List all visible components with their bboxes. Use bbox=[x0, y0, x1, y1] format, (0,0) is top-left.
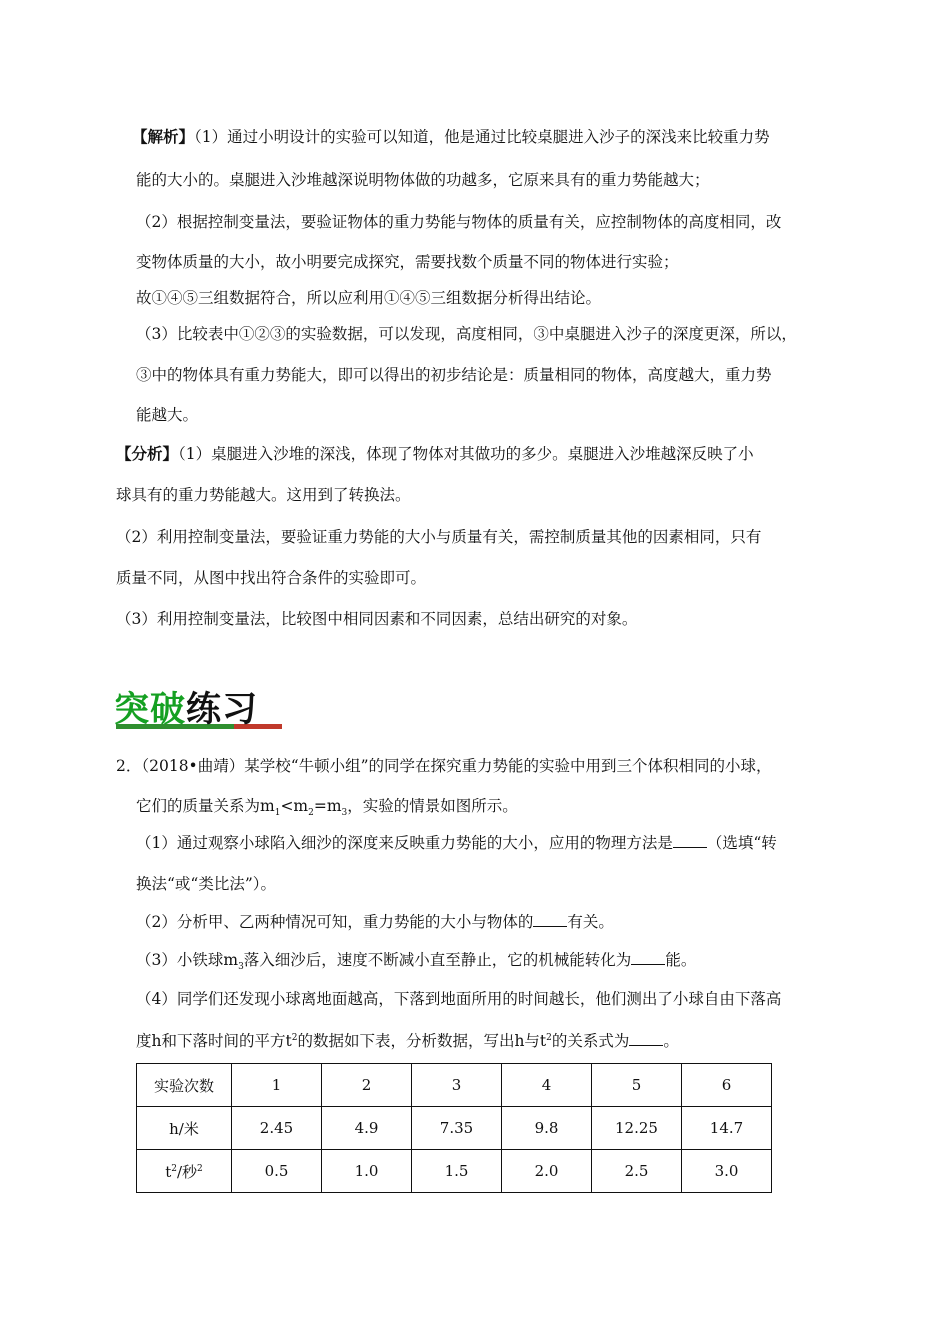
table-cell: 7.35 bbox=[412, 1107, 502, 1150]
data-table bbox=[136, 1063, 772, 1193]
q2-p4b: 度h和下落时间的平方t bbox=[136, 1032, 292, 1051]
q2-p4e: 。 bbox=[663, 1032, 679, 1051]
q2-part4-line-2 bbox=[136, 1028, 679, 1051]
table-row bbox=[137, 1064, 772, 1107]
q2-p1b: （选填“转 bbox=[706, 834, 777, 852]
table-cell: 12.25 bbox=[592, 1107, 682, 1150]
table-cell: 3 bbox=[412, 1064, 502, 1107]
analysis-line-7: ③中的物体具有重力势能大，即可以得出的初步结论是：质量相同的物体，高度越大，重力势 bbox=[136, 366, 772, 384]
q2-line-2 bbox=[136, 796, 518, 823]
q2-p2b: 有关。 bbox=[567, 913, 614, 931]
q2-l2d: ，实验的情景如图所示。 bbox=[347, 797, 518, 815]
q2-l2c: =m bbox=[313, 797, 342, 815]
analysis-line-4: 变物体质量的大小，故小明要完成探究，需要找数个质量不同的物体进行实验； bbox=[136, 253, 679, 271]
t-sup: 2 bbox=[171, 1163, 177, 1174]
q2-p4sup2: 2 bbox=[546, 1033, 552, 1043]
t-label: t bbox=[165, 1162, 172, 1181]
q2-part2 bbox=[136, 912, 614, 932]
table-cell bbox=[137, 1150, 232, 1193]
table-cell: 1.0 bbox=[322, 1150, 412, 1193]
table-cell: 9.8 bbox=[502, 1107, 592, 1150]
fenxi-line-5: （3）利用控制变量法，比较图中相同因素和不同因素，总结出研究的对象。 bbox=[116, 610, 638, 628]
table-cell: 4.9 bbox=[322, 1107, 412, 1150]
answer-blank-3[interactable] bbox=[631, 950, 665, 965]
q2-p4c: 的数据如下表，分析数据，写出h与t bbox=[297, 1032, 547, 1051]
banner-title-part2: 练习 bbox=[186, 690, 259, 730]
analysis-line-6: （3）比较表中①②③的实验数据，可以发现，高度相同，③中桌腿进入沙子的深度更深，所以， bbox=[136, 325, 797, 343]
q2-l2b: <m bbox=[280, 797, 309, 815]
analysis-tag: 【解析】 bbox=[132, 127, 195, 146]
q2-sub1: 1 bbox=[274, 808, 281, 819]
fenxi-line-3: （2）利用控制变量法，要验证重力势能的大小与质量有关，需控制质量其他的因素相同，只有 bbox=[116, 528, 762, 546]
fenxi-line-2: 球具有的重力势能越大。这用到了转换法。 bbox=[116, 486, 411, 504]
analysis-line-3: （2）根据控制变量法，要验证物体的重力势能与物体的质量有关，应控制物体的高度相同，改 bbox=[136, 213, 782, 231]
q2-line-1: 2．（2018•曲靖）某学校“牛顿小组”的同学在探究重力势能的实验中用到三个体积相同的小球， bbox=[116, 757, 772, 775]
table-cell: 4 bbox=[502, 1064, 592, 1107]
table-cell: 2.45 bbox=[232, 1107, 322, 1150]
table-cell: h/米 bbox=[137, 1107, 232, 1150]
section-banner bbox=[114, 690, 284, 730]
banner-title-part1: 突破 bbox=[114, 690, 187, 730]
analysis-line-8: 能越大。 bbox=[136, 406, 199, 424]
analysis-line-5: 故①④⑤三组数据符合，所以应利用①④⑤三组数据分析得出结论。 bbox=[136, 289, 602, 307]
q2-l2a: 它们的质量关系为m bbox=[136, 797, 275, 815]
table-cell: 2.5 bbox=[592, 1150, 682, 1193]
answer-blank-1[interactable] bbox=[673, 833, 707, 848]
q2-part4-line-1: （4）同学们还发现小球离地面越高，下落到地面所用的时间越长，他们测出了小球自由下落高 bbox=[136, 990, 782, 1008]
analysis-line-1 bbox=[132, 127, 770, 147]
fenxi-text-1: （1）桌腿进入沙堆的深浅，体现了物体对其做功的多少。桌腿进入沙堆越深反映了小 bbox=[178, 445, 754, 463]
banner-title bbox=[114, 690, 258, 730]
analysis-text-1: （1）通过小明设计的实验可以知道，他是通过比较桌腿进入沙子的深浅来比较重力势 bbox=[194, 128, 770, 146]
fenxi-line-1 bbox=[116, 444, 754, 464]
answer-blank-2[interactable] bbox=[533, 912, 567, 927]
table-cell: 2.0 bbox=[502, 1150, 592, 1193]
table-cell: 0.5 bbox=[232, 1150, 322, 1193]
q2-p3sub: 3 bbox=[238, 962, 244, 973]
q2-sub3: 3 bbox=[341, 808, 348, 819]
q2-p3b: 落入细沙后，速度不断减小直至静止，它的机械能转化为 bbox=[243, 951, 632, 969]
q2-p4sup: 2 bbox=[291, 1033, 298, 1043]
table-cell: 5 bbox=[592, 1064, 682, 1107]
q2-sub2: 2 bbox=[308, 808, 314, 819]
answer-blank-4[interactable] bbox=[629, 1031, 663, 1046]
table-cell: 1 bbox=[232, 1064, 322, 1107]
q2-p1a: （1）通过观察小球陷入细沙的深度来反映重力势能的大小，应用的物理方法是 bbox=[136, 834, 673, 852]
q2-p3c: 能。 bbox=[665, 951, 697, 969]
t-unit-sup: 2 bbox=[197, 1163, 203, 1174]
table-cell: 3.0 bbox=[682, 1150, 772, 1193]
table-row bbox=[137, 1150, 772, 1193]
analysis-line-2: 能的大小的。桌腿进入沙堆越深说明物体做的功越多，它原来具有的重力势能越大； bbox=[136, 171, 710, 189]
table-cell: 1.5 bbox=[412, 1150, 502, 1193]
q2-p3a: （3）小铁球m bbox=[136, 951, 239, 969]
t-unit: /秒 bbox=[176, 1162, 198, 1181]
fenxi-line-4: 质量不同，从图中找出符合条件的实验即可。 bbox=[116, 569, 427, 587]
table-cell: 14.7 bbox=[682, 1107, 772, 1150]
table-cell: 实验次数 bbox=[137, 1064, 232, 1107]
q2-part3 bbox=[136, 950, 696, 977]
q2-part1-line-1 bbox=[136, 833, 777, 853]
table-row bbox=[137, 1107, 772, 1150]
q2-p2a: （2）分析甲、乙两种情况可知，重力势能的大小与物体的 bbox=[136, 913, 534, 931]
q2-p4d: 的关系式为 bbox=[551, 1032, 630, 1051]
q2-part1-line-2: 换法“或“类比法”）。 bbox=[136, 875, 277, 893]
table-cell: 2 bbox=[322, 1064, 412, 1107]
table-cell: 6 bbox=[682, 1064, 772, 1107]
fenxi-tag: 【分析】 bbox=[116, 444, 179, 463]
